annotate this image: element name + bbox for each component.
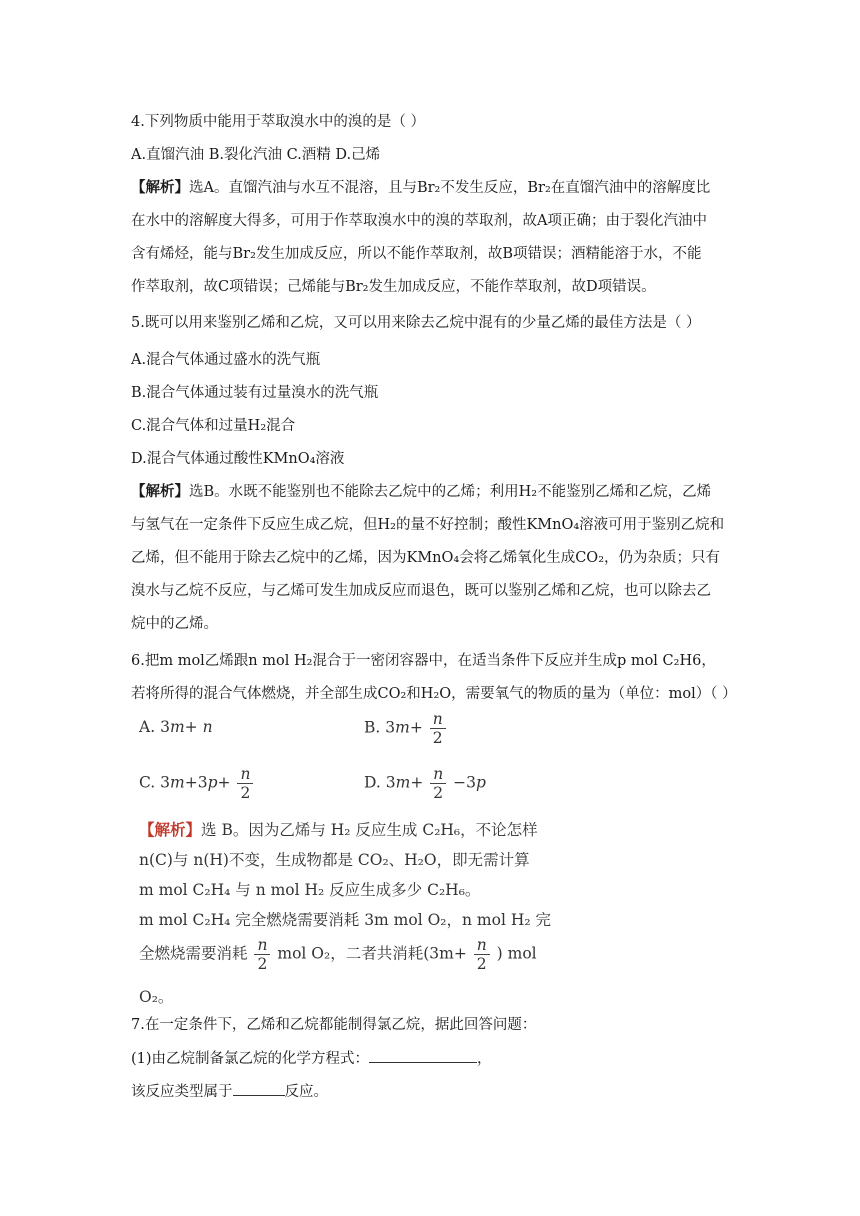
q5-stem: 5.既可以用来鉴别乙烯和乙烷，又可以用来除去乙烷中混有的少量乙烯的最佳方法是（ ） [131,315,701,331]
q4-analysis-line-3: 含有烯烃，能与Br₂发生加成反应，所以不能作萃取剂，故B项错误；酒精能溶于水，不能 [131,246,702,262]
q6-analysis-line-1: 【解析】选 B。因为乙烯与 H₂ 反应生成 C₂H₆，不论怎样 [139,820,538,839]
q6-option-a: A. 3m+ n [139,718,213,736]
q5-analysis-line-3: 乙烯，但不能用于除去乙烷中的乙烯，因为KMnO₄会将乙烯氧化生成CO₂，仍为杂质；只有 [131,550,721,566]
q5-analysis-tag: 【解析】 [131,483,189,500]
q7-part-1: (1)由乙烷制备氯乙烷的化学方程式： ， [131,1048,492,1069]
q7-part-1-type: 该反应类型属于 反应。 [131,1081,328,1102]
q5-analysis-line-1: 【解析】选B。水既不能鉴别也不能除去乙烷中的乙烯；利用H₂不能鉴别乙烯和乙烷，乙烯 [131,483,712,500]
q6-analysis-line-6: O₂。 [139,988,174,1006]
q4-analysis-line-4: 作萃取剂，故C项错误；己烯能与Br₂发生加成反应，不能作萃取剂，故D项错误。 [131,279,656,295]
q4-options: A.直馏汽油 B.裂化汽油 C.酒精 D.己烯 [131,147,381,163]
q4-stem: 4.下列物质中能用于萃取溴水中的溴的是（ ） [131,114,425,130]
answer-blank-reaction-type[interactable] [233,1081,285,1096]
q6-option-b: B. 3m+ $\frac{n}{2}$ [364,710,448,747]
q4-analysis-line-2: 在水中的溶解度大得多，可用于作萃取溴水中的溴的萃取剂，故A项正确；由于裂化汽油中 [131,213,707,229]
q5-analysis-line-4: 溴水与乙烷不反应，与乙烯可发生加成反应而退色，既可以鉴别乙烯和乙烷，也可以除去乙 [131,583,711,599]
q5-option-a: A.混合气体通过盛水的洗气瓶 [131,352,321,368]
q5-option-b: B.混合气体通过装有过量溴水的洗气瓶 [131,385,379,401]
q7-stem: 7.在一定条件下，乙烯和乙烷都能制得氯乙烷，据此回答问题： [131,1017,537,1033]
q6-stem-line-1: 6.把m mol乙烯跟n mol H₂混合于一密闭容器中，在适当条件下反应并生成p mol C₂H6， [131,653,716,669]
q5-analysis-line-5: 烷中的乙烯。 [131,616,218,632]
q6-option-d: D. 3m+ $\frac{n}{2}$ −3p [364,765,486,802]
q6-analysis-line-2: n(C)与 n(H)不变，生成物都是 CO₂、H₂O，即无需计算 [139,851,530,869]
q4-analysis-tag: 【解析】 [131,179,189,196]
q6-analysis-line-3: m mol C₂H₄ 与 n mol H₂ 反应生成多少 C₂H₆。 [139,881,481,899]
q4-analysis-line-1: 【解析】选A。直馏汽油与水互不混溶，且与Br₂不发生反应，Br₂在直馏汽油中的溶解度比 [131,179,711,196]
answer-blank-equation[interactable] [369,1048,477,1063]
q6-analysis-line-5: 全燃烧需要消耗 $\frac{n}{2}$ mol O₂，二者共消耗(3m+ $\frac{n}{2}$ ) mol [139,936,537,973]
q6-stem-line-2: 若将所得的混合气体燃烧，并全部生成CO₂和H₂O，需要氧气的物质的量为（单位：mol）（ ） [131,686,737,702]
q5-option-c: C.混合气体和过量H₂混合 [131,418,296,434]
q6-option-c: C. 3m+3p+ $\frac{n}{2}$ [139,765,255,802]
q6-analysis-tag: 【解析】 [139,820,202,839]
q6-analysis-line-4: m mol C₂H₄ 完全燃烧需要消耗 3m mol O₂，n mol H₂ 完 [139,911,551,929]
q5-analysis-line-2: 与氢气在一定条件下反应生成乙烷，但H₂的量不好控制；酸性KMnO₄溶液可用于鉴别乙烷和 [131,517,725,533]
q5-option-d: D.混合气体通过酸性KMnO₄溶液 [131,451,345,467]
